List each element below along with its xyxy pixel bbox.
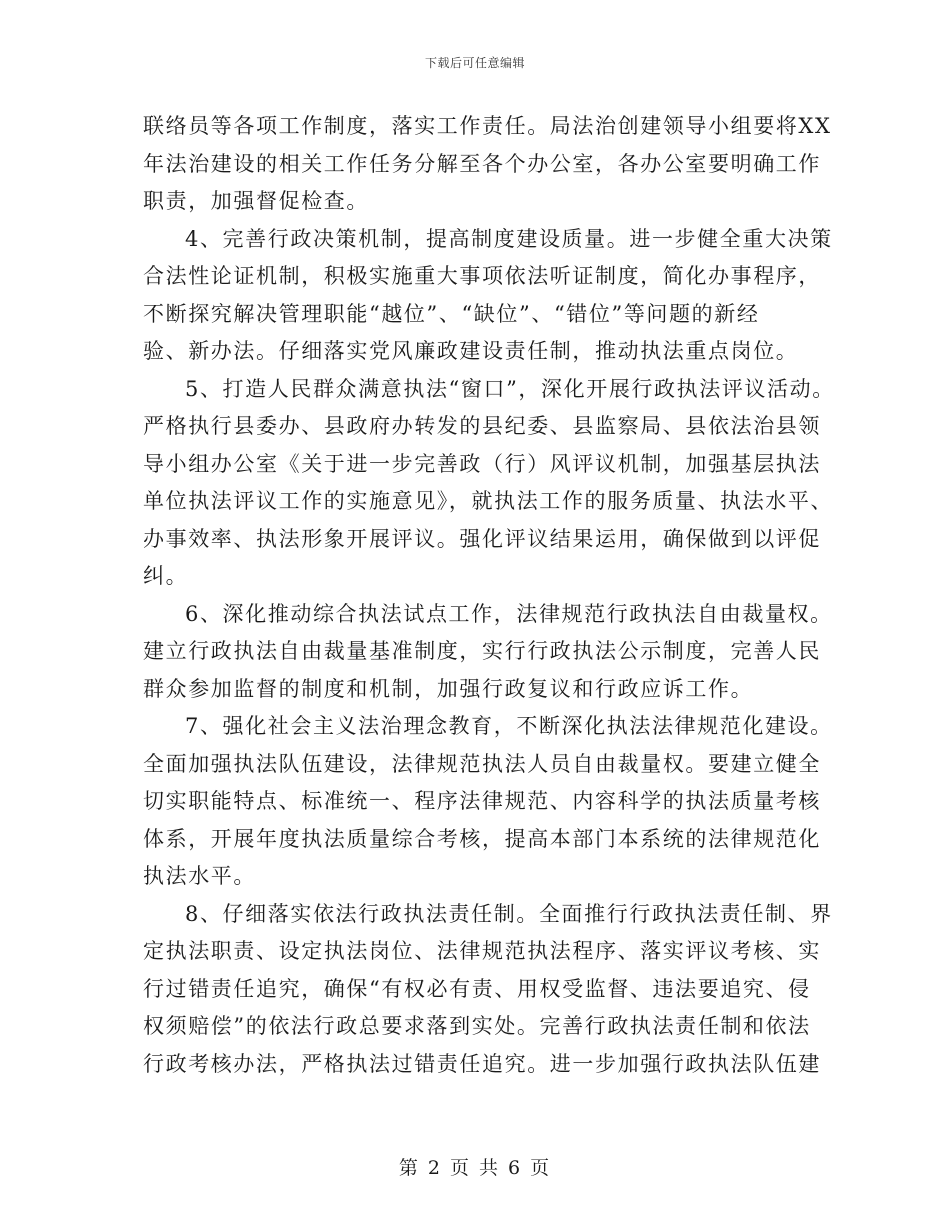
body-line: 行过错责任追究，确保“有权必有责、用权受监督、违法要追究、侵 — [143, 976, 811, 1001]
body-line: 6、深化推动综合执法试点工作，法律规范行政执法自由裁量权。 — [185, 601, 833, 626]
body-line: 建立行政执法自由裁量基准制度，实行行政执法公示制度，完善人民 — [143, 639, 821, 663]
body-line: 8、仔细落实依法行政执法责任制。全面推行行政执法责任制、界 — [185, 901, 833, 926]
body-line: 合法性论证机制，积极实施重大事项依法听证制度，简化办事程序， — [143, 264, 821, 288]
body-line: 执法水平。 — [143, 864, 256, 888]
body-line: 群众参加监督的制度和机制，加强行政复议和行政应诉工作。 — [143, 676, 754, 701]
body-line: 行政考核办法，严格执法过错责任追究。进一步加强行政执法队伍建 — [143, 1051, 821, 1076]
page-number-footer: 第 2 页 共 6 页 — [398, 1157, 552, 1179]
body-line: 7、强化社会主义法治理念教育，不断深化执法法律规范化建设。 — [185, 714, 833, 738]
body-line: 不断探究解决管理职能“越位”、“缺位”、“错位”等问题的新经 — [143, 301, 760, 326]
body-line: 单位执法评议工作的实施意见》，就执法工作的服务质量、执法水平、 — [143, 489, 834, 513]
body-line: 年法治建设的相关工作任务分解至各个办公室，各办公室要明确工作 — [143, 151, 821, 176]
body-line: 权须赔偿”的依法行政总要求落到实处。完善行政执法责任制和依法 — [143, 1014, 811, 1038]
body-line: 联络员等各项工作制度，落实工作责任。局法治创建领导小组要将XX — [143, 114, 832, 138]
body-line: 导小组办公室《关于进一步完善政（行）风评议机制，加强基层执法 — [143, 451, 821, 476]
body-line: 定执法职责、设定执法岗位、法律规范执法程序、落实评议考核、实 — [143, 939, 821, 963]
header-note: 下载后可任意编辑 — [424, 56, 525, 70]
body-line: 5、打造人民群众满意执法“窗口”，深化开展行政执法评议活动。 — [185, 376, 835, 401]
body-line: 严格执行县委办、县政府办转发的县纪委、县监察局、县依法治县领 — [143, 414, 821, 438]
body-line: 切实职能特点、标准统一、程序法律规范、内容科学的执法质量考核 — [143, 789, 821, 813]
body-line: 4、完善行政决策机制，提高制度建设质量。进一步健全重大决策 — [185, 226, 833, 251]
body-line: 验、新办法。仔细落实党风廉政建设责任制，推动执法重点岗位。 — [143, 339, 799, 363]
body-line: 办事效率、执法形象开展评议。强化评议结果运用，确保做到以评促 — [143, 526, 821, 551]
body-line: 全面加强执法队伍建设，法律规范执法人员自由裁量权。要建立健全 — [143, 751, 821, 776]
body-line: 纠。 — [143, 564, 189, 588]
body-line: 体系，开展年度执法质量综合考核，提高本部门本系统的法律规范化 — [143, 826, 821, 851]
document-body — [143, 108, 843, 1083]
body-line: 职责，加强督促检查。 — [143, 189, 369, 213]
